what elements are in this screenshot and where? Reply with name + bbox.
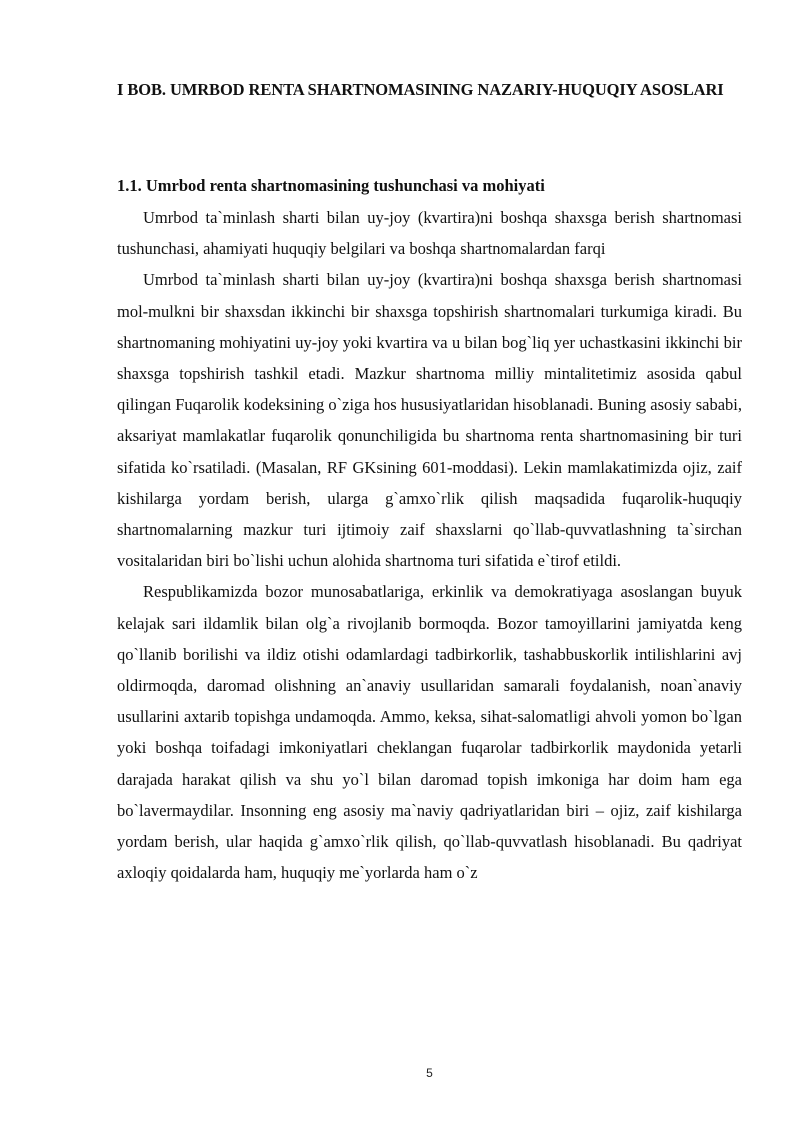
body-text xyxy=(117,202,742,888)
document-page xyxy=(117,0,742,1131)
page-number: 5 xyxy=(426,1066,433,1080)
paragraph: Respublikamizda bozor munosabatlariga, erkinlik va demokratiyaga asoslangan buyuk kelajak sari ildamlik bilan olg`a rivojlanib bormoqda. Bozor tamoyillarini jamiyatda keng qo`llanib borilishi va ildiz otishi odamlardagi tadbirkorlik, tashabbuskorlik intilishlarini avj oldirmoqda, daromad olishning an`anaviy usullaridan samarali foydalanish, noan`anaviy usullarini axtarib topishga undamoqda. Ammo, keksa, sihat-salomatligi ahvoli yomon bo`lgan yoki boshqa toifadagi imkoniyatlari cheklangan fuqarolar tadbirkorlik maydonida yetarli darajada harakat qilish va shu yo`l bilan daromad topish imkoniga har doim ham ega bo`lavermaydilar. Insonning eng asosiy ma`naviy qadriyatlaridan biri – ojiz, zaif kishilarga yordam berish, ular haqida g`amxo`rlik qilish, qo`llab-quvvatlash hisoblanadi. Bu qadriyat axloqiy qoidalarda ham, huquqiy me`yorlarda ham o`z xyxy=(117,582,742,883)
paragraph: Umrbod ta`minlash sharti bilan uy-joy (kvartira)ni boshqa shaxsga berish shartnomasi mol-mulkni bir shaxsdan ikkinchi bir shaxsga topshirish shartnomalari turkumiga kiradi. Bu shartnomaning mohiyatini uy-joy yoki kvartira va u bilan bog`liq yer uchastkasini ikkinchi bir shaxsga topshirish tashkil etadi. Mazkur shartnoma milliy mintalitetimiz asosida qabul qilingan Fuqarolik kodeksining o`ziga hos hususiyatlaridan hisoblanadi. Buning asosiy sababi, aksariyat mamlakatlar fuqarolik qonunchiligida bu shartnoma renta shartnomasining bir turi sifatida ko`rsatiladi. (Masalan, RF GKsining 601-moddasi). Lekin mamlakatimizda ojiz, zaif kishilarga yordam berish, ularga g`amxo`rlik qilish maqsadida fuqarolik-huquqiy shartnomalarning mazkur turi ijtimoiy zaif shaxslarni qo`llab-quvvatlashning ta`sirchan vositalaridan biri bo`lishi uchun alohida shartnoma turi sifatida e`tirof etildi. xyxy=(117,270,742,571)
paragraph: Umrbod ta`minlash sharti bilan uy-joy (kvartira)ni boshqa shaxsga berish shartnomasi tushunchasi, ahamiyati huquqiy belgilari va boshqa shartnomalardan farqi xyxy=(117,208,742,259)
section-title: 1.1. Umrbod renta shartnomasining tushunchasi va mohiyati xyxy=(117,176,545,195)
chapter-title: I BOB. UMRBOD RENTA SHARTNOMASINING NAZARIY-HUQUQIY ASOSLARI xyxy=(117,80,724,99)
